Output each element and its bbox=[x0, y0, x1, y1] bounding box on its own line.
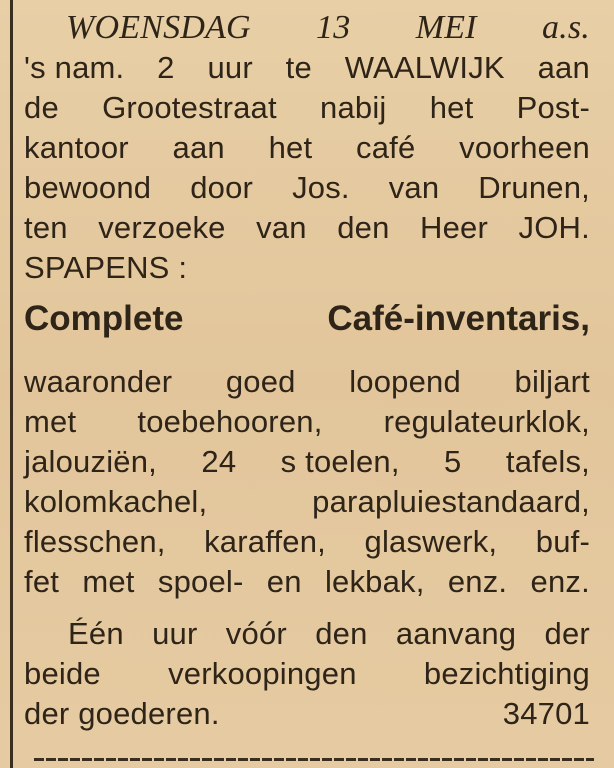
word: kantoor bbox=[24, 130, 129, 165]
word: ten bbox=[24, 210, 68, 245]
word: waaronder bbox=[24, 364, 173, 399]
word: met bbox=[24, 404, 77, 439]
word: en bbox=[266, 564, 302, 599]
ad-number: 34701 bbox=[502, 696, 590, 731]
word: door bbox=[190, 170, 254, 205]
word: Één bbox=[68, 616, 124, 651]
word: Grootestraat bbox=[102, 90, 277, 125]
word: van bbox=[388, 170, 440, 205]
word: buf- bbox=[535, 524, 590, 559]
word: biljart bbox=[514, 364, 590, 399]
word: uur bbox=[207, 50, 253, 85]
word: 2 bbox=[157, 50, 175, 85]
word: met bbox=[82, 564, 135, 599]
headline-word: Complete bbox=[24, 299, 184, 338]
list-line-6 bbox=[24, 562, 590, 602]
word: de bbox=[24, 90, 59, 125]
word: den bbox=[315, 616, 368, 651]
word: regulateurklok, bbox=[383, 404, 590, 439]
word: het bbox=[268, 130, 313, 165]
intro-line-5 bbox=[24, 208, 590, 248]
word: te bbox=[285, 50, 312, 85]
word: aan bbox=[172, 130, 225, 165]
closing-line-1 bbox=[24, 614, 590, 654]
word: vóór bbox=[225, 616, 287, 651]
word: uur bbox=[152, 616, 198, 651]
word: flesschen, bbox=[24, 524, 166, 559]
headline-word: Café-inventaris, bbox=[327, 299, 590, 338]
headline bbox=[24, 294, 590, 352]
list-line-4 bbox=[24, 482, 590, 522]
list-line-3 bbox=[24, 442, 590, 482]
word: s toelen, bbox=[280, 444, 400, 479]
intro-line-4 bbox=[24, 168, 590, 208]
word: aanvang bbox=[395, 616, 517, 651]
word: enz. bbox=[447, 564, 508, 599]
closing-line-3 bbox=[24, 694, 590, 734]
date-line bbox=[24, 8, 590, 48]
word: van bbox=[256, 210, 307, 245]
intro-line-3 bbox=[24, 128, 590, 168]
word: spoel- bbox=[157, 564, 244, 599]
word: voorheen bbox=[459, 130, 590, 165]
word: 24 bbox=[201, 444, 237, 479]
word: kolomkachel, bbox=[24, 484, 208, 519]
word: tafels, bbox=[505, 444, 590, 479]
word: WOENSDAG bbox=[66, 9, 251, 46]
advertisement-column bbox=[24, 8, 590, 734]
list-line-1 bbox=[24, 362, 590, 402]
closing-line-2 bbox=[24, 654, 590, 694]
word: jalouziën, bbox=[24, 444, 157, 479]
word: 13 bbox=[316, 9, 351, 46]
place-name: WAALWIJK bbox=[344, 50, 505, 85]
word: Jos. bbox=[292, 170, 350, 205]
word: Drunen, bbox=[478, 170, 590, 205]
intro-line-6 bbox=[24, 248, 590, 288]
word: nabij bbox=[320, 90, 387, 125]
word: goed bbox=[225, 364, 296, 399]
final-text: der goederen. bbox=[24, 696, 220, 731]
word: den bbox=[337, 210, 390, 245]
word: karaffen, bbox=[204, 524, 326, 559]
paragraph-gap bbox=[24, 602, 590, 614]
list-line-5 bbox=[24, 522, 590, 562]
word: parapluiestandaard, bbox=[312, 484, 590, 519]
word: bezichtiging bbox=[423, 656, 590, 691]
column-rule-left bbox=[10, 0, 13, 768]
word: verzoeke bbox=[98, 210, 226, 245]
word: toebehooren, bbox=[137, 404, 323, 439]
column-rule-bottom bbox=[34, 758, 594, 761]
word: Post- bbox=[516, 90, 590, 125]
word: SPAPENS : bbox=[24, 250, 188, 285]
word: aan bbox=[537, 50, 590, 85]
intro-line-1 bbox=[24, 48, 590, 88]
word: lekbak, bbox=[324, 564, 425, 599]
word: bewoond bbox=[24, 170, 152, 205]
intro-line-2 bbox=[24, 88, 590, 128]
word: beide bbox=[24, 656, 101, 691]
list-line-2 bbox=[24, 402, 590, 442]
word: fet bbox=[24, 564, 60, 599]
word: JOH. bbox=[518, 210, 590, 245]
word: café bbox=[356, 130, 416, 165]
word: 5 bbox=[444, 444, 462, 479]
word: MEI bbox=[415, 9, 477, 46]
word: loopend bbox=[349, 364, 461, 399]
word: Heer bbox=[420, 210, 489, 245]
word: der bbox=[544, 616, 590, 651]
word: enz. bbox=[530, 564, 590, 599]
word: 's nam. bbox=[24, 50, 125, 85]
word: a.s. bbox=[541, 9, 590, 46]
word: het bbox=[429, 90, 474, 125]
word: verkoopingen bbox=[168, 656, 357, 691]
word: glaswerk, bbox=[364, 524, 498, 559]
